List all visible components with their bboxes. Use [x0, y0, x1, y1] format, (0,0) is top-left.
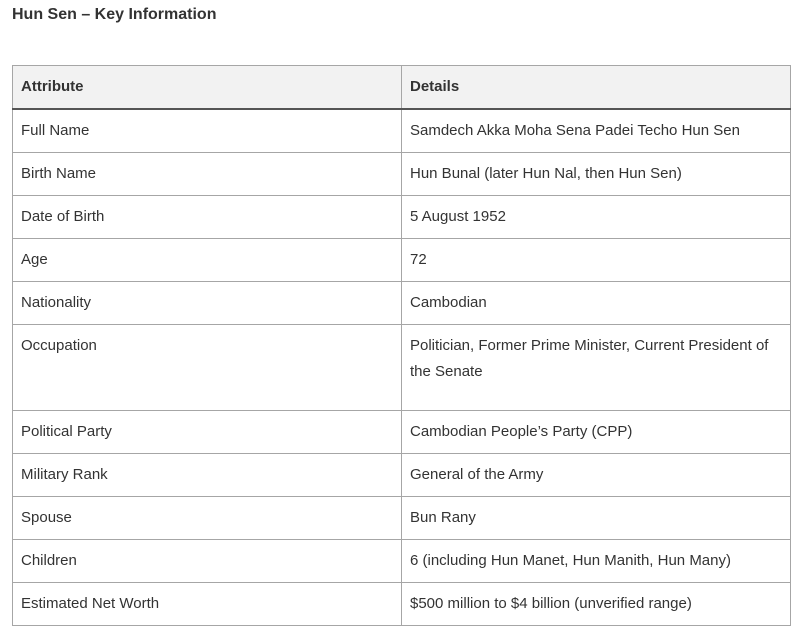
- attribute-cell: Nationality: [13, 282, 402, 325]
- table-row: [13, 109, 791, 153]
- table-row: [13, 196, 791, 239]
- table-row: [13, 454, 791, 497]
- page-title: Hun Sen – Key Information: [12, 6, 217, 23]
- table-row: [13, 325, 791, 411]
- details-cell: Bun Rany: [402, 497, 791, 540]
- attribute-cell: Birth Name: [13, 153, 402, 196]
- key-information-table: [12, 65, 791, 626]
- attribute-cell: Military Rank: [13, 454, 402, 497]
- details-cell: Cambodian People’s Party (CPP): [402, 411, 791, 454]
- details-cell: Politician, Former Prime Minister, Current President of the Senate: [402, 325, 791, 411]
- details-cell: 72: [402, 239, 791, 282]
- header-attribute: Attribute: [13, 66, 402, 110]
- attribute-cell: Spouse: [13, 497, 402, 540]
- details-cell: General of the Army: [402, 454, 791, 497]
- attribute-cell: Political Party: [13, 411, 402, 454]
- table-row: [13, 282, 791, 325]
- attribute-cell: Estimated Net Worth: [13, 583, 402, 626]
- table-row: [13, 153, 791, 196]
- table-row: [13, 239, 791, 282]
- table-row: [13, 583, 791, 626]
- table-row: [13, 411, 791, 454]
- attribute-cell: Age: [13, 239, 402, 282]
- details-cell: 6 (including Hun Manet, Hun Manith, Hun Many): [402, 540, 791, 583]
- attribute-cell: Occupation: [13, 325, 402, 411]
- attribute-cell: Full Name: [13, 109, 402, 153]
- details-cell: Cambodian: [402, 282, 791, 325]
- details-cell: Hun Bunal (later Hun Nal, then Hun Sen): [402, 153, 791, 196]
- header-details: Details: [402, 66, 791, 110]
- table-row: [13, 497, 791, 540]
- details-cell: 5 August 1952: [402, 196, 791, 239]
- attribute-cell: Children: [13, 540, 402, 583]
- attribute-cell: Date of Birth: [13, 196, 402, 239]
- table-header-row: [13, 66, 791, 110]
- details-cell: $500 million to $4 billion (unverified range): [402, 583, 791, 626]
- table-row: [13, 540, 791, 583]
- details-cell: Samdech Akka Moha Sena Padei Techo Hun Sen: [402, 109, 791, 153]
